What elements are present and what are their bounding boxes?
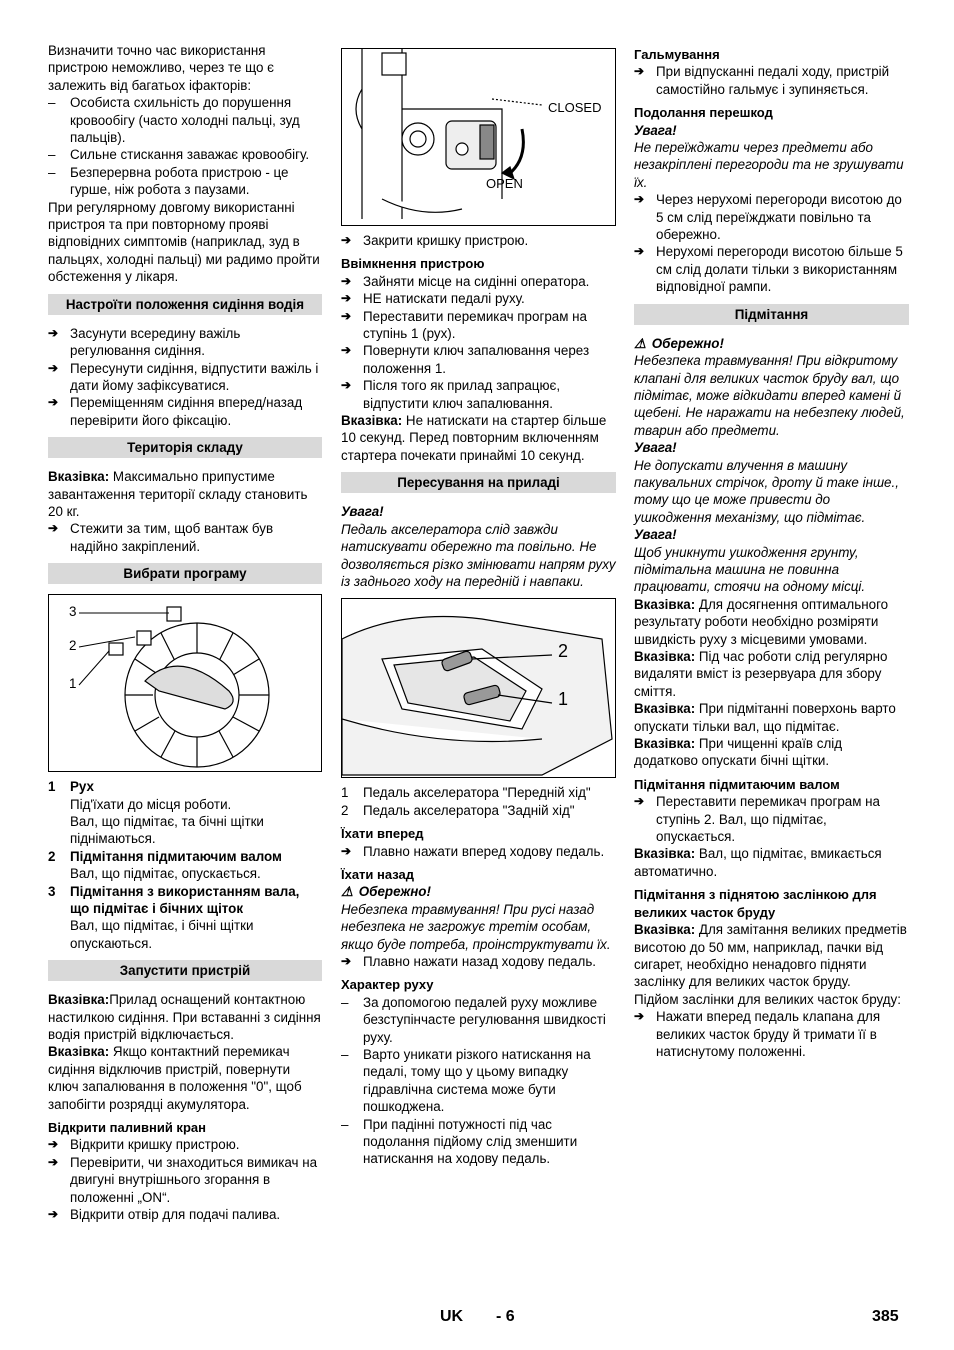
list-item: ➔ НЕ натискати педалі руху. [341,290,616,307]
attention-label: Увага! [341,504,384,520]
subheading-flap: Підмітання з піднятою заслінкою для великих часток бруду [634,887,877,920]
list-item: – При падінні потужності під час подолання підйому слід зменшити натискання на ходову педаль. [341,1116,616,1168]
list-item: – Варто уникати різкого натискання на педалі, тому що у цьому випадку гідравлічна система може бути пошкоджена. [341,1046,616,1116]
pedal-label-2: 2 [558,641,569,662]
column-1 [48,42,322,1224]
open-label: OPEN [486,176,523,191]
section-header-storage: Територія складу [48,437,322,458]
attention-text: Щоб уникнути ушкодження грунту, підмітальна машина не повинна працювати, стоячи на одному місці. [634,544,866,595]
flap-text: Підйом заслінки для великих часток бруду: [634,991,901,1007]
note: Вказівка: Під час роботи слід регулярно видаляти вміст із резервуара для збору сміття. [634,649,888,699]
column-2 [341,48,616,1168]
list-item: – Особиста схильність до порушення кровообігу (часто холодні пальці, зуд пальців). [48,94,322,146]
closed-label: CLOSED [548,100,602,115]
note: Вказівка: При підмітанні поверхонь варто опускати тільки вал, що підмітає. [634,701,896,734]
section-header-seat: Настроїти положення сидіння водія [48,294,322,315]
list-item: ➔ Стежити за тим, щоб вантаж був надійно закріплений. [48,520,322,555]
legend-desc: Вал, що підмітає, та бічні щітки піднімаються. [70,813,264,847]
section-header-program: Вибрати програму [48,563,322,584]
dial-label-1: 1 [69,676,77,692]
note: Вказівка: Для замітання великих предметів висотою до 50 мм, наприклад, пачки від сигарет, необхідно ненадовго підняти заслінку для великих часток бруду. [634,922,907,990]
list-item: ➔ Відкрити кришку пристрою. [48,1136,322,1153]
list-item: – Сильне стискання заважає кровообігу. [48,146,322,163]
list-item: ➔ Перевірити, чи знаходиться вимикач на двигуні внутрішнього згорання в положенні „ON“. [48,1154,322,1206]
section-header-move: Пересування на приладі [341,472,616,493]
long-use-text: При регулярному довгому використанні пристроя та при повторному прояві відповідних симптомів (наприклад, зуд в пальцях, холодні пальці) ми радимо пройти обстеження у лікаря. [48,199,320,285]
footer-page: - 6 [496,1308,515,1325]
list-item: ➔ Плавно нажати вперед ходову педаль. [341,843,616,860]
list-item: – За допомогою педалей руху можливе безступінчасте регулювання швидкості руху. [341,994,616,1046]
list-item: – Безперервна робота пристрою - це гурше, ніж робота з паузами. [48,164,322,199]
program-dial-drawing [49,595,321,771]
attention-label: Увага! [634,527,677,543]
subheading-roll: Підмітання підмитаючим валом [634,776,840,792]
pedal-drawing [342,599,615,777]
pedal-legend-item: 1 Педаль акселератора "Передній хід" [341,785,591,801]
section-header-sweep: Підмітання [634,304,909,325]
list-item: ➔ Відкрити отвір для подачі палива. [48,1206,322,1223]
list-item: ➔ Переміщенням сидіння вперед/назад перевірити його фіксацію. [48,394,322,429]
attention-text: Не переїжджати через предмети або незакріплені перегороди та не зрушувати їх. [634,140,904,190]
list-item: ➔ Переставити перемикач програм на ступінь 1 (рух). [341,308,616,343]
intro-text: Визначити точно час використання пристрою неможливо, через те що є залежить від багатьох іфакторів: [48,43,275,93]
list-item: ➔ Нажати вперед педаль клапана для великих часток бруду й тримати її в натиснутому положенні. [634,1008,909,1060]
attention-text: Педаль акселератора слід завжди натискувати обережно та повільно. Не дозволяється різко змінювати напрям руху із заднього ходу на передній і навпаки. [341,521,616,589]
note: Вказівка: Для досягнення оптимального результату роботи необхідно розміряти швидкість руху з місцевими умовами. [634,596,889,647]
caution-label: ⚠ Обережно! [634,335,724,351]
list-item: ➔ Нерухомі перегороди висотою більше 5 см слід долати тільки з використанням відповідної рампи. [634,243,909,295]
legend-item: 3 Підмітання з використанням вала, що підмітає і бічних щіток [48,883,300,916]
footer-page-number: 385 [872,1308,899,1325]
list-item: ➔ Переставити перемикач програм на ступінь 2. Вал, що підмітає, опускається. [634,793,909,845]
note: Вказівка: При чищенні країв слід додатково опускати бічні щітки. [634,736,843,769]
dial-label-3: 3 [69,604,77,620]
note: Вказівка: Максимально припустиме завантаження території складу становить 20 кг. [48,469,308,519]
attention-label: Увага! [634,440,677,456]
warning-icon: ⚠ [341,884,354,900]
caution-text: Небезпека травмування! При русі назад небезпека не загрожує третім особам, якщо буде потреба, проінструктувати їх. [341,901,611,952]
note: Вказівка: Якщо контактний перемикач сидіння відключив пристрій, повернути ключ запалювання в положення "0", щоб запобігти розрядці акумулятора. [48,1044,302,1112]
list-item: ➔ Засунути всередину важіль регулювання сидіння. [48,325,322,360]
subheading-fuel: Відкрити паливний кран [48,1120,206,1136]
program-dial-figure [48,594,322,772]
list-item: ➔ Після того як прилад запрацює, відпустити ключ запалювання. [341,377,616,412]
subheading-forward: Їхати вперед [341,826,424,842]
legend-desc: Вал, що підмітає, і бічні щітки опускаються. [70,918,254,951]
caution-label: ⚠ Обережно! [341,884,431,900]
list-item: ➔ При відпусканні педалі ходу, пристрій самостійно гальмує і зупиняється. [634,63,909,98]
note: Вказівка: Не натискати на стартер більше 10 секунд. Перед повторним включенням стартера почекати принаймі 10 секунд. [341,413,607,463]
list-item: ➔ Зайняти місце на сидінні оператора. [341,273,616,290]
subheading-brake: Гальмування [634,47,720,62]
dial-label-2: 2 [69,638,77,654]
note: Вказівка: Вал, що підмітає, вмикається автоматично. [634,846,882,879]
legend-desc: Вал, що підмітає, опускається. [70,866,261,882]
subheading-on: Ввімкнення пристрою [341,256,485,272]
section-header-start: Запустити пристрій [48,960,322,981]
pedal-label-1: 1 [558,689,569,710]
footer-lang: UK [440,1308,464,1325]
list-item: ➔ Повернути ключ запалювання через положення 1. [341,342,616,377]
list-item: ➔ Плавно нажати назад ходову педаль. [341,953,616,970]
column-3 [634,46,909,1060]
subheading-char: Характер руху [341,977,434,993]
fuel-tap-figure [341,48,616,226]
attention-text: Не допускати влучення в машину пакувальних стрічок, дроту й таке інше., тому що це може привести до ушкодження механізму, що підмітає. [634,457,899,525]
note: Вказівка:Прилад оснащений контактною настилкою сидіння. При вставанні з сидіння водія пристрій відключається. [48,992,321,1043]
caution-text: Небезпека травмування! При відкритому клапані для великих часток бруду вал, що підмітає, може відкидати вперед камені й щебені. Не наражати на небезпеку людей, тварин або предмети. [634,353,905,438]
pedal-legend-item: 2 Педаль акселератора "Задній хід" [341,802,575,818]
subheading-back: Їхати назад [341,866,415,882]
legend-desc: Під'їхати до місця роботи. [70,796,232,812]
subheading-obstacles: Подолання перешкод [634,105,773,121]
list-item: ➔ Пересунути сидіння, відпустити важіль і дати йому зафіксуватися. [48,360,322,395]
list-item: ➔ Через нерухомі перегороди висотою до 5 см слід переїжджати повільно та обережно. [634,191,909,243]
legend-item: 1 Рух [48,779,94,795]
attention-label: Увага! [634,122,677,138]
list-item: ➔ Закрити кришку пристрою. [341,232,616,249]
pedal-figure [341,598,616,778]
fuel-tap-drawing [342,49,615,225]
legend-item: 2 Підмітання підмитаючим валом [48,848,282,864]
warning-icon: ⚠ [634,335,647,351]
